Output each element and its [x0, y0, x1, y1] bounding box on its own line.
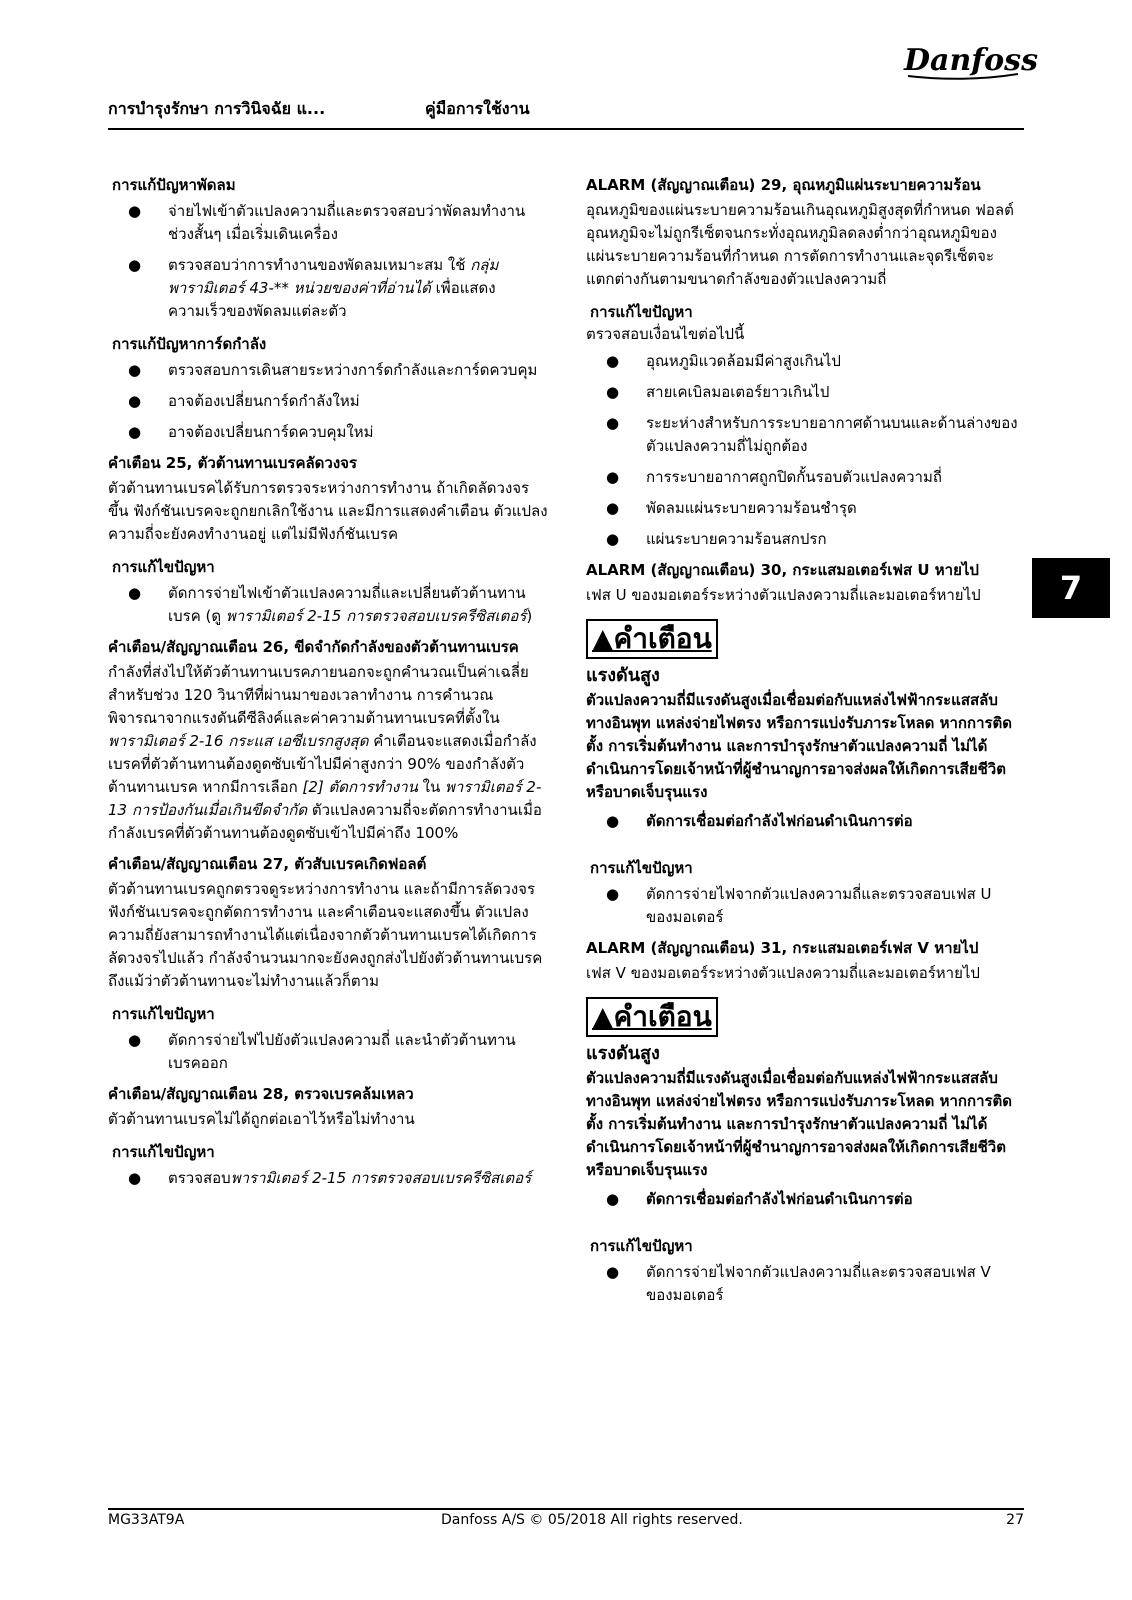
card-troubleshoot-heading: การแก้ปัญหาการ์ดกำลัง — [112, 335, 267, 353]
warning-body: ตัวแปลงความถี่มีแรงดันสูงเมื่อเชื่อมต่อกับแหล่งไฟฟ้ากระแสสลับทางอินพุท แหล่งจ่ายไฟตรง หรือการแบ่งรับภาระโหลด หากการติดตั้ง การเริ่มต้นทำงาน และการบำรุงรักษาตัวแปลงความถี่ ไม่ได้ดำเนินการโดยเจ้าหน้าที่ผู้ชำนาญการอาจส่งผลให้เกิดการเสียชีวิตหรือบาดเจ็บรุนแรง — [586, 1069, 1013, 1179]
alarm-31-text: เฟส V ของมอเตอร์ระหว่างตัวแปลงความถี่และมอเตอร์หายไป — [586, 964, 980, 982]
warning-box: ▲คำเตือน — [586, 619, 718, 659]
footer-divider — [108, 1508, 1024, 1510]
warning-triangle-icon: ▲ — [592, 622, 614, 655]
alarm-29-text: อุณหภูมิของแผ่นระบายความร้อนเกินอุณหภูมิสูงสุดที่กำหนด ฟอลต์อุณหภูมิจะไม่ถูกรีเซ็ตจนกระทั่งอุณหภูมิลดลงต่ำกว่าอุณหภูมิของแผ่นระบายความร้อนที่กำหนด การตัดการทำงานและจุดรีเซ็ตจะแตกต่างกันตามขนาดกำลังของตัวแปลงความถี่ — [586, 201, 1014, 288]
alarm-29-heading: ALARM (สัญญาณเตือน) 29, อุณหภูมิแผ่นระบายความร้อน — [586, 176, 981, 194]
warning-list — [586, 1188, 1022, 1211]
warning-26-text: กำลังที่ส่งไปให้ตัวต้านทานเบรคภายนอกจะถูกคำนวณเป็นค่าเฉลี่ยสำหรับช่วง 120 วินาทีที่ผ่านมาของเวลาทำงาน การคำนวณพิจารณาจากแรงดันดีซีลิงค์และค่าความต้านทานเบรคที่ตั้งใน พารามิเตอร์ 2-16 กระแส เอซีเบรกสูงสุด คำเตือนจะแสดงเมื่อกำลังเบรคที่ตัวต้านทานต้องดูดซับเข้าไปมีค่าสูงกว่า 90% ของกำลังตัวต้านทานเบรค หากมีการเลือก [2] ตัดการทำงาน ใน พารามิเตอร์ 2-13 การป้องกันเมื่อเกินขีดจำกัด ตัวแปลงความถี่จะตัดการทำงานเมื่อกำลังเบรคที่ตัวต้านทานต้องดูดซับเข้าไปมีค่าถึง 100% — [108, 663, 542, 842]
list-item: ● การระบายอากาศถูกปิดกั้นรอบตัวแปลงความถี่ — [586, 466, 1022, 489]
footer-page-number: 27 — [1006, 1512, 1024, 1528]
warning-list — [586, 810, 1022, 833]
warning-26-heading: คำเตือน/สัญญาณเตือน 26, ขีดจำกัดกำลังของตัวต้านทานเบรค — [108, 638, 519, 656]
warning-28-text: ตัวต้านทานเบรคไม่ได้ถูกต่อเอาไว้หรือไม่ทำงาน — [108, 1110, 415, 1128]
list-item: ● อุณหภูมิแวดล้อมมีค่าสูงเกินไป — [586, 350, 1022, 373]
list-item: ● สายเคเบิลมอเตอร์ยาวเกินไป — [586, 381, 1022, 404]
warning-25-heading: คำเตือน 25, ตัวต้านทานเบรคลัดวงจร — [108, 454, 358, 472]
footer-copyright: Danfoss A/S © 05/2018 All rights reserved. — [441, 1512, 743, 1528]
warning-27-heading: คำเตือน/สัญญาณเตือน 27, ตัวสับเบรคเกิดฟอลต์ — [108, 855, 427, 873]
list-item: ● อาจต้องเปลี่ยนการ์ดกำลังใหม่ — [108, 390, 548, 413]
alarm-30-fix-list — [586, 883, 1022, 929]
warning-28-heading: คำเตือน/สัญญาณเตือน 28, ตรวจเบรคล้มเหลว — [108, 1085, 414, 1103]
warning-27-text: ตัวต้านทานเบรคถูกตรวจดูระหว่างการทำงาน และถ้ามีการลัดวงจร ฟังก์ชันเบรคจะถูกตัดการทำงาน และคำเตือนจะแสดงขึ้น ตัวแปลงความถี่ยังสามารถทำงานได้แต่เนื่องจากตัวต้านทานเบรคได้เกิดการลัดวงจรไปแล้ว กำลังจำนวนมากจะยังคงถูกส่งไปยังตัวต้านทานเบรคถึงแม้ว่าตัวต้านทานจะไม่ทำงานแล้วก็ตาม — [108, 880, 543, 990]
fan-troubleshoot-heading: การแก้ปัญหาพัดลม — [112, 176, 236, 194]
list-item: ● ตรวจสอบว่าการทำงานของพัดลมเหมาะสม ใช้ กลุ่มพารามิเตอร์ 43-** หน่วยของค่าที่อ่านได้ เพื่อแสดงความเร็วของพัดลมแต่ละตัว — [108, 254, 548, 323]
list-item: ● จ่ายไฟเข้าตัวแปลงความถี่และตรวจสอบว่าพัดลมทำงานช่วงสั้นๆ เมื่อเริ่มเดินเครื่อง — [108, 200, 548, 246]
header-divider — [108, 128, 1024, 130]
warning-27-fix-heading: การแก้ไขปัญหา — [112, 1005, 215, 1023]
alarm-30-fix-heading: การแก้ไขปัญหา — [590, 859, 693, 877]
warning-body: ตัวแปลงความถี่มีแรงดันสูงเมื่อเชื่อมต่อกับแหล่งไฟฟ้ากระแสสลับทางอินพุท แหล่งจ่ายไฟตรง หรือการแบ่งรับภาระโหลด หากการติดตั้ง การเริ่มต้นทำงาน และการบำรุงรักษาตัวแปลงความถี่ ไม่ได้ดำเนินการโดยเจ้าหน้าที่ผู้ชำนาญการอาจส่งผลให้เกิดการเสียชีวิตหรือบาดเจ็บรุนแรง — [586, 691, 1013, 801]
list-item: ● พัดลมแผ่นระบายความร้อนชำรุด — [586, 497, 1022, 520]
header-section-title: การบำรุงรักษา การวินิจฉัย แ... — [108, 99, 326, 118]
list-item: ● ตัดการจ่ายไฟเข้าตัวแปลงความถี่และเปลี่ยนตัวต้านทานเบรค (ดู พารามิเตอร์ 2-15 การตรวจสอบเบรครีซิสเตอร์) — [108, 582, 548, 628]
alarm-30-text: เฟส U ของมอเตอร์ระหว่างตัวแปลงความถี่และมอเตอร์หายไป — [586, 586, 981, 604]
alarm-31-heading: ALARM (สัญญาณเตือน) 31, กระแสมอเตอร์เฟส V หายไป — [586, 939, 979, 957]
warning-28-fix-heading: การแก้ไขปัญหา — [112, 1143, 215, 1161]
warning-box: ▲คำเตือน — [586, 997, 718, 1037]
warning-28-fix-list — [108, 1167, 548, 1190]
list-item: ● ตัดการจ่ายไฟจากตัวแปลงความถี่และตรวจสอบเฟส V ของมอเตอร์ — [586, 1261, 1022, 1307]
warning-27-fix-list — [108, 1029, 548, 1075]
alarm-29-fix-list — [586, 350, 1022, 551]
list-item: ● ตรวจสอบพารามิเตอร์ 2-15 การตรวจสอบเบรครีซิสเตอร์ — [108, 1167, 548, 1190]
list-item: ● ตัดการจ่ายไฟจากตัวแปลงความถี่และตรวจสอบเฟส U ของมอเตอร์ — [586, 883, 1022, 929]
warning-25-text: ตัวต้านทานเบรคได้รับการตรวจระหว่างการทำงาน ถ้าเกิดลัดวงจรขึ้น ฟังก์ชันเบรคจะถูกยกเลิกใช้งาน และมีการแสดงคำเตือน ตัวแปลงความถี่จะยังคงทำงานอยู่ แต่ไม่มีฟังก์ชันเบรค — [108, 479, 548, 543]
list-item: ● ตัดการจ่ายไฟไปยังตัวแปลงความถี่ และนำตัวต้านทานเบรคออก — [108, 1029, 548, 1075]
danfoss-logo — [902, 40, 1038, 84]
alarm-31-fix-heading: การแก้ไขปัญหา — [590, 1237, 693, 1255]
list-item: ● ระยะห่างสำหรับการระบายอากาศด้านบนและด้านล่างของตัวแปลงความถี่ไม่ถูกต้อง — [586, 412, 1022, 458]
warning-subtitle: แรงดันสูง — [586, 1043, 660, 1064]
card-list — [108, 359, 548, 444]
list-item: ● ตรวจสอบการเดินสายระหว่างการ์ดกำลังและการ์ดควบคุม — [108, 359, 548, 382]
header-doc-type: คู่มือการใช้งาน — [425, 99, 530, 118]
warning-25-fix-heading: การแก้ไขปัญหา — [112, 558, 215, 576]
left-column — [108, 174, 548, 1198]
list-item: ● แผ่นระบายความร้อนสกปรก — [586, 528, 1022, 551]
chapter-tab: 7 — [1032, 558, 1110, 618]
alarm-30-heading: ALARM (สัญญาณเตือน) 30, กระแสมอเตอร์เฟส U หายไป — [586, 561, 979, 579]
warning-25-fix-list — [108, 582, 548, 628]
list-item: ● ตัดการเชื่อมต่อกำลังไฟก่อนดำเนินการต่อ — [586, 1188, 1022, 1211]
alarm-31-fix-list — [586, 1261, 1022, 1307]
fan-list — [108, 200, 548, 323]
right-column — [586, 174, 1022, 1315]
alarm-29-fix-heading: การแก้ไขปัญหา — [590, 303, 693, 321]
warning-triangle-icon: ▲ — [592, 1000, 614, 1033]
footer-doc-code: MG33AT9A — [108, 1512, 185, 1528]
list-item: ● ตัดการเชื่อมต่อกำลังไฟก่อนดำเนินการต่อ — [586, 810, 1022, 833]
svg-text:Danfoss: Danfoss — [904, 43, 1038, 78]
list-item: ● อาจต้องเปลี่ยนการ์ดควบคุมใหม่ — [108, 421, 548, 444]
warning-subtitle: แรงดันสูง — [586, 665, 660, 686]
alarm-29-fix-intro: ตรวจสอบเงื่อนไขต่อไปนี้ — [586, 325, 745, 343]
